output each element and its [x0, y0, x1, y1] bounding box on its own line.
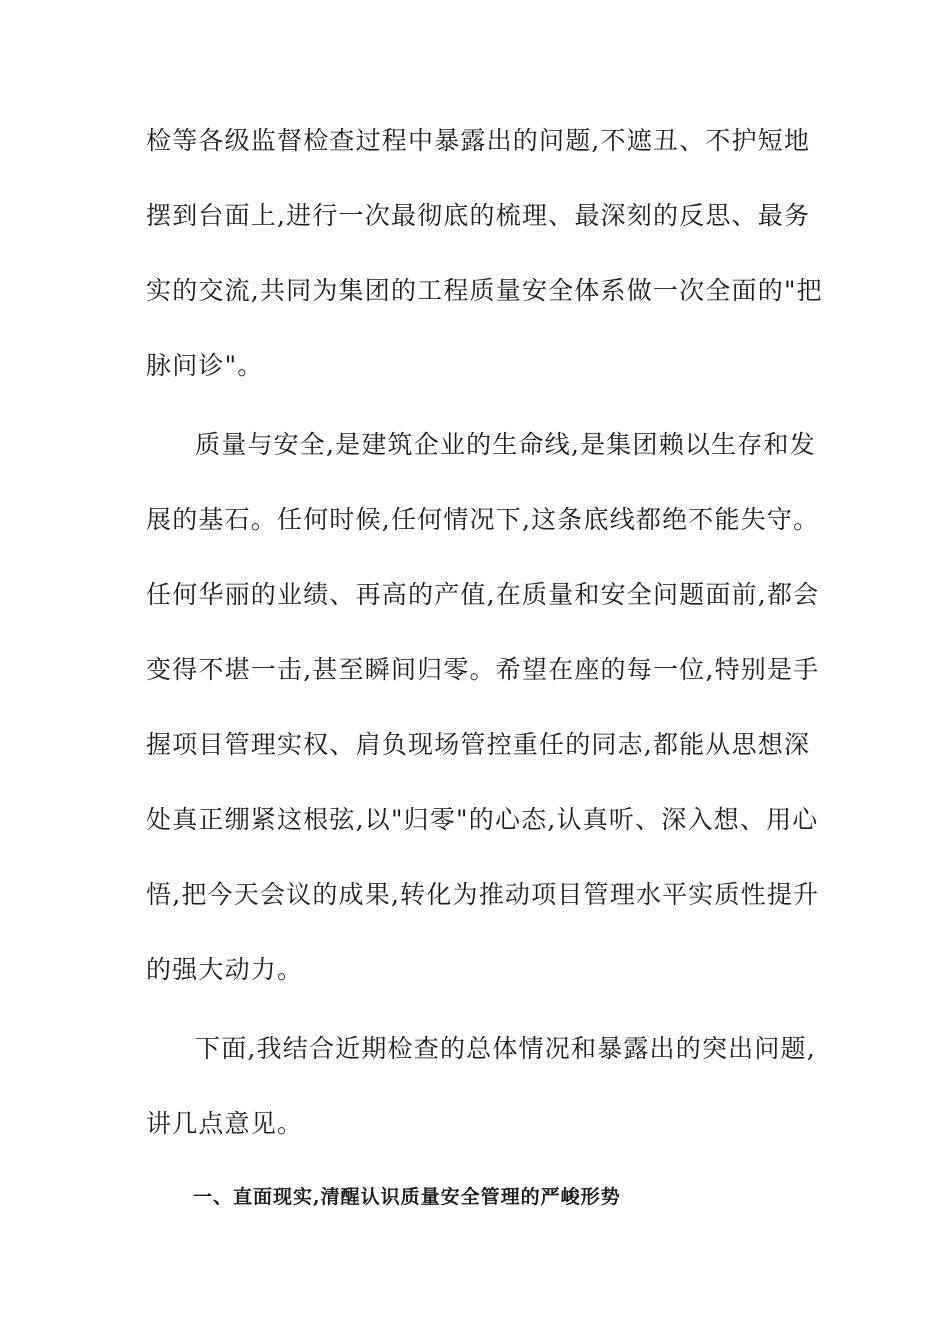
- text-line-5: 质量与安全,是建筑企业的生命线,是集团赖以生存和发: [195, 430, 816, 459]
- text-line-4: 脉问诊"。: [146, 351, 264, 380]
- text-line-3: 实的交流,共同为集团的工程质量安全体系做一次全面的"把: [146, 276, 823, 305]
- text-line-13: 下面,我结合近期检查的总体情况和暴露出的突出问题,: [195, 1034, 816, 1063]
- text-line-1: 检等各级监督检查过程中暴露出的问题,不遮丑、不护短地: [146, 126, 811, 155]
- text-line-6: 展的基石。任何时候,任何情况下,这条底线都绝不能失守。: [146, 505, 820, 534]
- text-line-2: 摆到台面上,进行一次最彻底的梳理、最深刻的反思、最务: [146, 201, 811, 230]
- text-line-14: 讲几点意见。: [146, 1109, 304, 1138]
- text-line-8: 变得不堪一击,甚至瞬间归零。希望在座的每一位,特别是手: [146, 655, 820, 684]
- text-line-7: 任何华丽的业绩、再高的产值,在质量和安全问题面前,都会: [146, 580, 820, 609]
- text-line-9: 握项目管理实权、肩负现场管控重任的同志,都能从思想深: [146, 730, 811, 759]
- text-line-10: 处真正绷紧这根弦,以"归零"的心态,认真听、深入想、用心: [146, 805, 819, 834]
- text-line-12: 的强大动力。: [146, 955, 304, 984]
- text-line-11: 悟,把今天会议的成果,转化为推动项目管理水平实质性提升: [146, 880, 820, 909]
- section-heading: 一、直面现实,清醒认识质量安全管理的严峻形势: [193, 1186, 621, 1208]
